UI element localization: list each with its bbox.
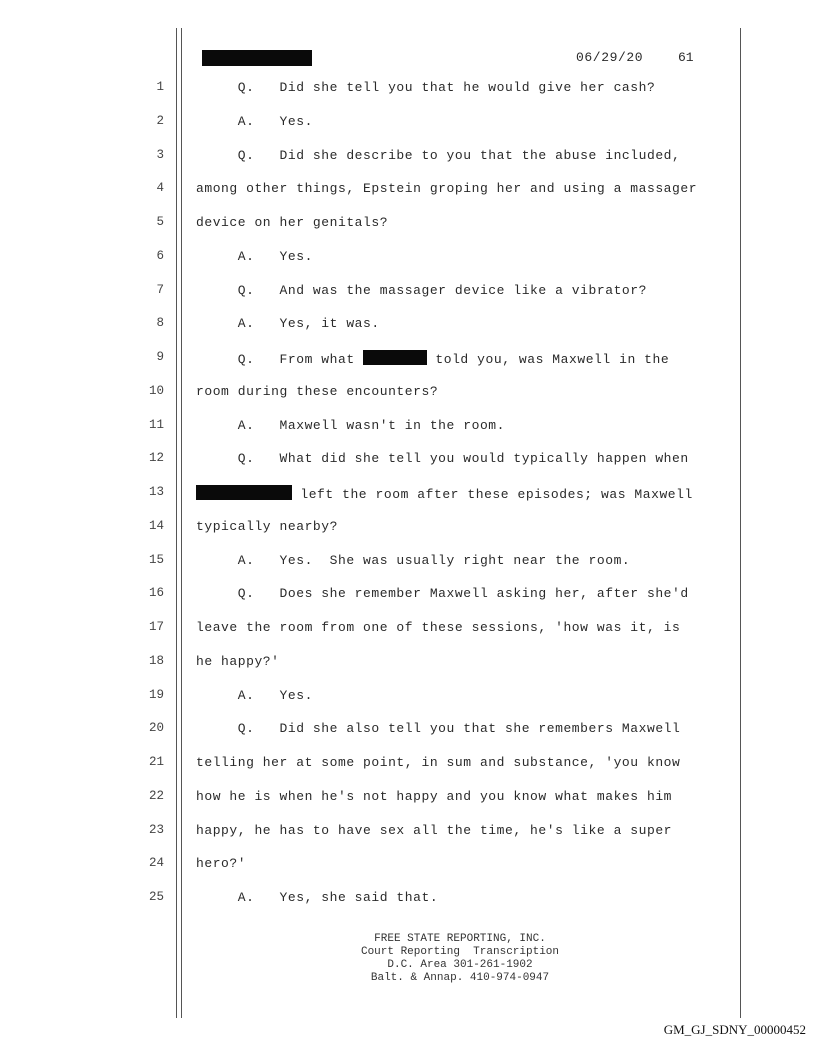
line-text: device on her genitals? — [196, 215, 389, 230]
line-number: 7 — [156, 282, 164, 297]
header-redaction — [202, 50, 312, 66]
line-text — [196, 485, 693, 502]
line-number: 15 — [148, 552, 164, 567]
line-number: 6 — [156, 248, 164, 263]
transcript-line — [0, 856, 816, 876]
line-text: A. Yes. — [196, 248, 313, 264]
transcript-line — [0, 721, 816, 741]
line-text: Q. Does she remember Maxwell asking her, after she'd — [196, 586, 689, 602]
line-text: A. Maxwell wasn't in the room. — [196, 417, 505, 433]
line-number: 10 — [148, 383, 164, 398]
line-text: A. Yes, it was. — [196, 316, 380, 332]
line-text: Q. What did she tell you would typically happen when — [196, 451, 689, 467]
line-number: 22 — [148, 788, 164, 803]
line-number: 24 — [148, 856, 164, 871]
line-number: 11 — [148, 417, 164, 432]
line-text: Q. And was the massager device like a vibrator? — [196, 282, 647, 298]
transcript-line — [0, 451, 816, 471]
line-text: telling her at some point, in sum and substance, 'you know — [196, 755, 681, 770]
line-number: 20 — [148, 721, 164, 736]
line-text — [196, 350, 669, 367]
transcript-line — [0, 249, 816, 269]
transcript-line — [0, 586, 816, 606]
transcript-line — [0, 823, 816, 843]
transcript-line — [0, 283, 816, 303]
line-text: hero?' — [196, 856, 247, 872]
line-text-after-redaction: told you, was Maxwell in the — [427, 352, 670, 367]
line-text-after-redaction: left the room after these episodes; was Maxwell — [292, 487, 693, 502]
footer-balt-phone: Balt. & Annap. 410-974-0947 — [370, 972, 550, 984]
line-number: 1 — [156, 80, 164, 94]
line-text: typically nearby? — [196, 518, 338, 534]
line-text: he happy?' — [196, 653, 280, 669]
line-number: 17 — [148, 620, 164, 634]
line-text: A. Yes, she said that. — [196, 890, 439, 905]
line-number: 23 — [148, 822, 164, 837]
line-number: 21 — [148, 755, 164, 769]
footer-dc-phone: D.C. Area 301-261-1902 — [387, 959, 533, 971]
transcript-line — [0, 418, 816, 438]
line-text: how he is when he's not happy and you know what makes him — [196, 788, 673, 804]
transcript-line — [0, 350, 816, 370]
line-text: Q. Did she tell you that he would give her cash? — [196, 80, 656, 95]
line-number: 12 — [148, 451, 164, 466]
transcript-line — [0, 654, 816, 674]
header-date: 06/29/20 — [576, 50, 644, 65]
transcript-line — [0, 316, 816, 336]
line-number: 16 — [148, 586, 164, 601]
line-number: 9 — [156, 350, 164, 364]
line-number: 5 — [156, 215, 164, 229]
transcript-line — [0, 114, 816, 134]
transcript-line — [0, 80, 816, 100]
footer-company: FREE STATE REPORTING, INC. — [374, 933, 546, 945]
transcript-line — [0, 755, 816, 775]
line-number: 19 — [148, 687, 164, 702]
transcript-line — [0, 553, 816, 573]
transcript-line — [0, 519, 816, 539]
line-text: among other things, Epstein groping her and using a massager — [196, 181, 698, 197]
line-number: 25 — [148, 890, 164, 904]
line-text: A. Yes. — [196, 113, 313, 129]
line-text: Q. Did she also tell you that she remembers Maxwell — [196, 721, 681, 737]
line-number: 14 — [148, 518, 164, 533]
line-text: leave the room from one of these sessions, 'how was it, is — [196, 620, 681, 635]
redaction-bar — [363, 350, 427, 365]
line-number: 18 — [148, 653, 164, 668]
line-number: 8 — [156, 316, 164, 331]
transcript-line — [0, 148, 816, 168]
line-text: A. Yes. She was usually right near the room. — [196, 552, 631, 568]
transcript-line — [0, 384, 816, 404]
line-number: 13 — [148, 485, 164, 499]
reporter-footer — [300, 933, 620, 985]
footer-services: Court Reporting Transcription — [360, 946, 560, 958]
line-text: A. Yes. — [196, 687, 313, 703]
line-number: 3 — [156, 147, 164, 162]
transcript-line — [0, 789, 816, 809]
line-number: 4 — [156, 181, 164, 196]
transcript-line — [0, 215, 816, 235]
line-text: happy, he has to have sex all the time, he's like a super — [196, 822, 673, 838]
transcript-line — [0, 890, 816, 910]
line-text-before-redaction: Q. From what — [196, 352, 364, 367]
transcript-line — [0, 688, 816, 708]
bates-number: GM_GJ_SDNY_00000452 — [663, 1022, 806, 1037]
header-page-number: 61 — [678, 50, 694, 65]
redaction-bar — [196, 485, 292, 500]
line-text: Q. Did she describe to you that the abuse included, — [196, 147, 681, 163]
transcript-line — [0, 620, 816, 640]
transcript-line — [0, 181, 816, 201]
line-text: room during these encounters? — [196, 383, 439, 399]
transcript-line — [0, 485, 816, 505]
line-number: 2 — [156, 113, 164, 128]
